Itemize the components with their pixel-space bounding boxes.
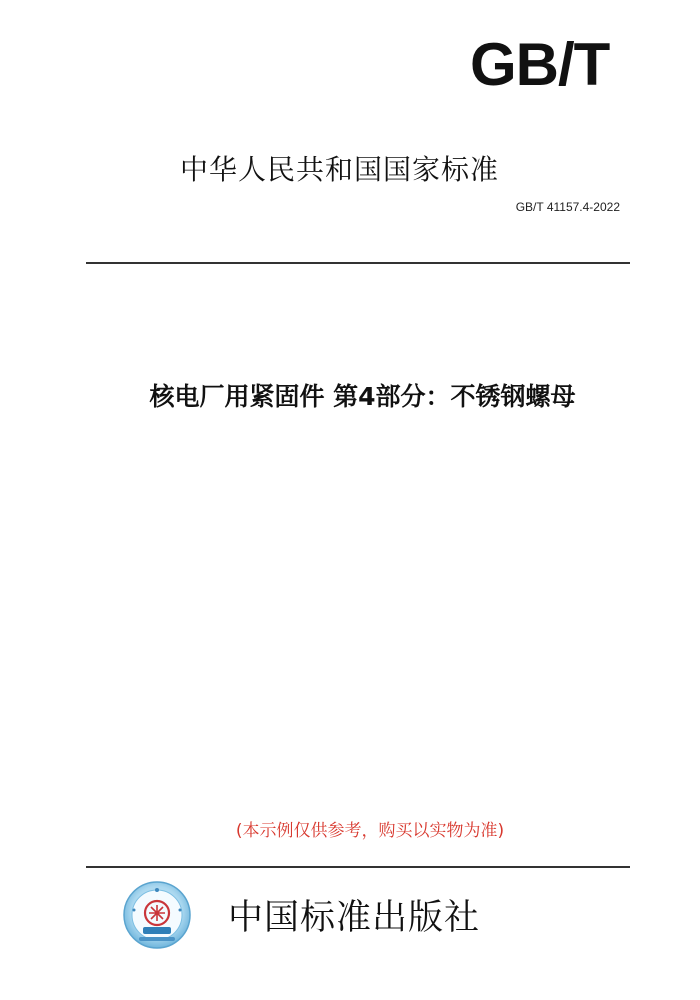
sample-disclaimer: (本示例仅供参考，购买以实物为准) [235, 821, 505, 841]
gbt-logo: GB/T [470, 31, 610, 98]
standard-number: GB/T 41157.4-2022 [515, 200, 620, 214]
publisher-seal-icon [122, 880, 192, 950]
publisher-seal-graphic [122, 880, 192, 950]
publisher-name: 中国标准出版社 [228, 898, 481, 938]
standard-type-title: 中华人民共和国国家标准 [180, 153, 500, 186]
bottom-divider [86, 866, 630, 868]
document-title: 核电厂用紧固件 第4部分：不锈钢螺母 [149, 382, 576, 411]
top-divider [86, 262, 630, 264]
